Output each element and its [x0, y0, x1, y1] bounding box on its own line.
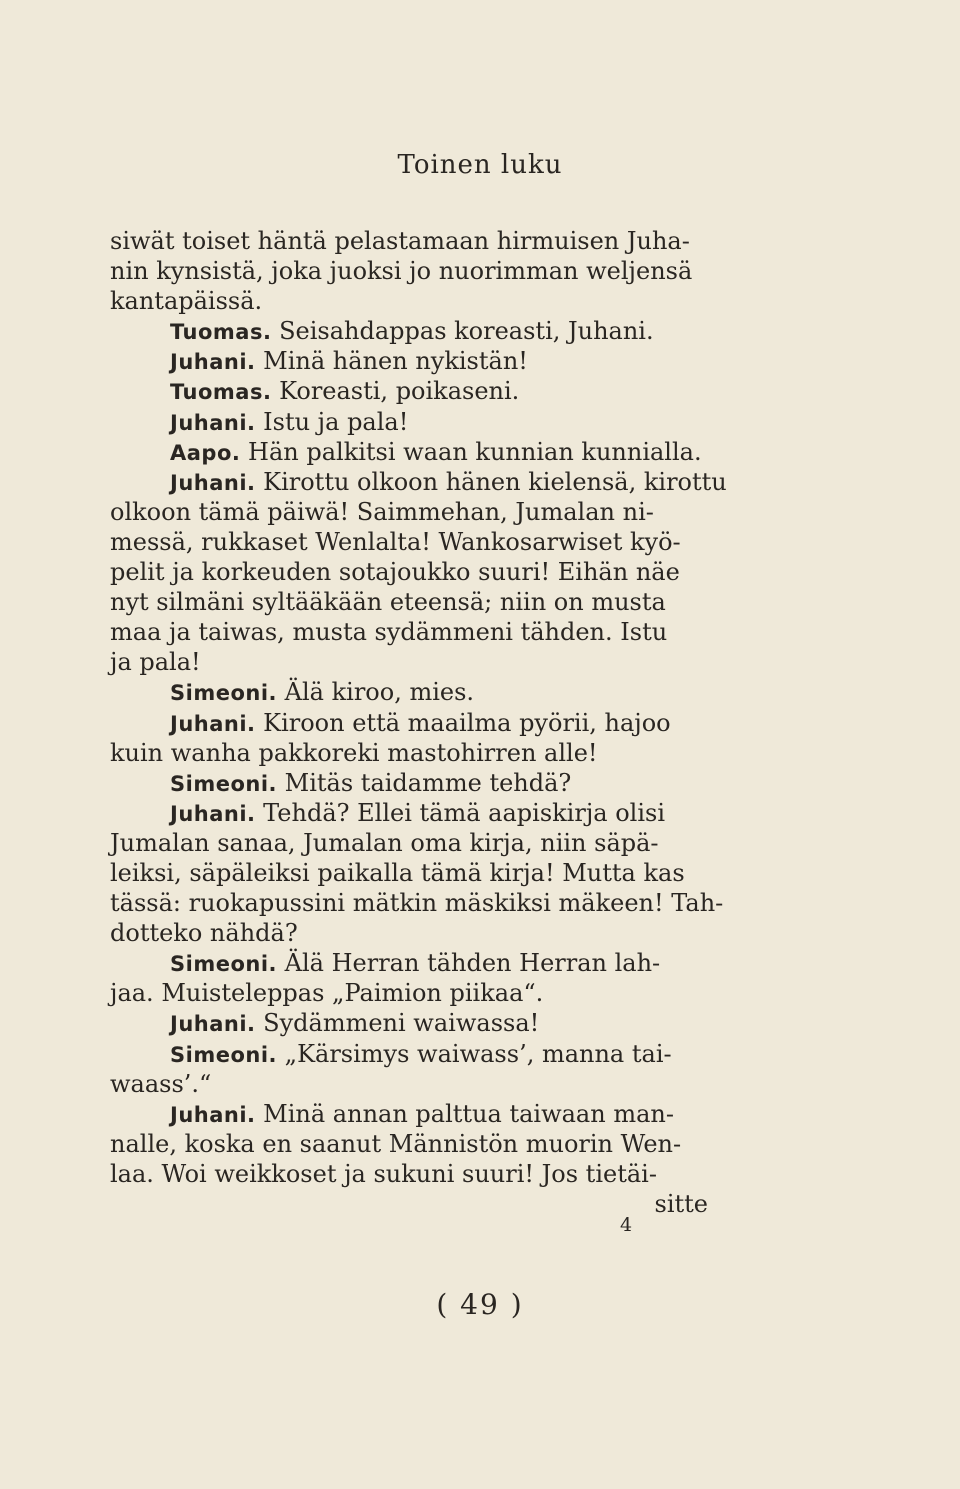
text-line	[110, 346, 708, 376]
text-line	[110, 1008, 708, 1038]
text-line	[110, 647, 708, 677]
text-line	[110, 376, 708, 406]
line-text: messä, rukkaset Wenlalta! Wankosarwiset kyö-	[110, 527, 681, 556]
line-text: laa. Woi weikkoset ja sukuni suuri! Jos tietäi-	[110, 1159, 657, 1188]
signature-mark: 4	[620, 1214, 633, 1236]
line-text: Kiroon että maailma pyörii, hajoo	[263, 708, 671, 737]
line-text: Minä hänen nykistän!	[263, 347, 528, 376]
line-text: pelit ja korkeuden sotajoukko suuri! Eihän näe	[110, 558, 680, 587]
text-line	[110, 1039, 708, 1069]
line-text: Sydämmeni waiwassa!	[263, 1009, 540, 1038]
text-line	[110, 948, 708, 978]
speaker-name: Simeoni.	[170, 1042, 278, 1067]
line-text: kuin wanha pakkoreki mastohirren alle!	[110, 738, 598, 767]
speaker-name: Tuomas.	[170, 320, 272, 345]
speaker-name: Tuomas.	[170, 380, 272, 405]
text-line	[110, 226, 708, 256]
speaker-name: Juhani.	[170, 350, 256, 375]
page-number: ( 49 )	[436, 1288, 524, 1321]
line-text: Tehdä? Ellei tämä aapiskirja olisi	[263, 798, 665, 827]
line-text: nin kynsistä, joka juoksi jo nuorimman weljensä	[110, 257, 693, 286]
speaker-name: Simeoni.	[170, 681, 278, 706]
catchword: sitte	[654, 1190, 708, 1218]
text-line	[110, 888, 724, 918]
line-text: Hän palkitsi waan kunnian kunnialla.	[248, 437, 702, 466]
running-header: Toinen luku	[397, 150, 563, 180]
line-text: maa ja taiwas, musta sydämmeni tähden. Istu	[110, 618, 668, 647]
speaker-name: Simeoni.	[170, 771, 278, 796]
speaker-name: Juhani.	[170, 801, 256, 826]
line-text: leiksi, säpäleiksi paikalla tämä kirja! Mutta kas	[110, 858, 685, 887]
line-text: waass’.“	[110, 1069, 212, 1098]
line-text: Istu ja pala!	[263, 407, 409, 436]
text-line	[110, 828, 708, 858]
speaker-name: Juhani.	[170, 711, 256, 736]
line-text: Koreasti, poikaseni.	[279, 377, 520, 406]
text-line	[110, 738, 708, 768]
line-text: Mitäs taidamme tehdä?	[284, 768, 572, 797]
text-line	[110, 467, 727, 497]
speaker-name: Juhani.	[170, 410, 256, 435]
text-line	[110, 978, 708, 1008]
text-line	[110, 1159, 708, 1189]
line-text: Älä Herran tähden Herran lah-	[284, 949, 661, 978]
text-line	[110, 286, 708, 316]
speaker-name: Aapo.	[170, 440, 241, 465]
text-line	[110, 768, 708, 798]
text-line	[110, 437, 708, 467]
line-text: „Kärsimys waiwass’, manna tai-	[284, 1039, 672, 1068]
text-line	[110, 557, 708, 587]
text-line	[110, 587, 708, 617]
line-text: Älä kiroo, mies.	[284, 678, 475, 707]
line-text: ja pala!	[110, 648, 201, 677]
text-line	[110, 316, 708, 346]
line-text: nyt silmäni syltääkään eteensä; niin on musta	[110, 588, 666, 617]
text-line	[110, 407, 708, 437]
text-line	[110, 527, 708, 557]
speaker-name: Simeoni.	[170, 952, 278, 977]
text-line	[110, 798, 708, 828]
text-line	[110, 1129, 708, 1159]
text-line	[110, 1069, 708, 1099]
line-text: Kirottu olkoon hänen kielensä, kirottu	[263, 467, 727, 496]
line-text: dotteko nähdä?	[110, 919, 298, 948]
text-line	[110, 708, 708, 738]
speaker-name: Juhani.	[170, 470, 256, 495]
text-line	[110, 677, 708, 707]
speaker-name: Juhani.	[170, 1012, 256, 1037]
line-text: jaa. Muisteleppas „Paimion piikaa“.	[110, 979, 544, 1008]
text-line	[110, 918, 708, 948]
text-line	[110, 858, 708, 888]
text-line	[110, 256, 708, 286]
line-text: nalle, koska en saanut Männistön muorin Wen-	[110, 1129, 682, 1158]
line-text: tässä: ruokapussini mätkin mäskiksi mäkeen! Tah-	[110, 889, 724, 918]
line-text: Seisahdappas koreasti, Juhani.	[279, 317, 654, 346]
line-text: olkoon tämä päiwä! Saimmehan, Jumalan ni-	[110, 497, 654, 526]
text-line	[110, 617, 708, 647]
line-text: Minä annan palttua taiwaan man-	[263, 1099, 674, 1128]
line-text: Jumalan sanaa, Jumalan oma kirja, niin säpä-	[110, 828, 659, 857]
text-line	[110, 497, 708, 527]
speaker-name: Juhani.	[170, 1102, 256, 1127]
line-text: siwät toiset häntä pelastamaan hirmuisen Juha-	[110, 227, 690, 255]
line-text: kantapäissä.	[110, 287, 263, 316]
text-line	[110, 1099, 708, 1129]
body-text	[110, 226, 727, 1219]
